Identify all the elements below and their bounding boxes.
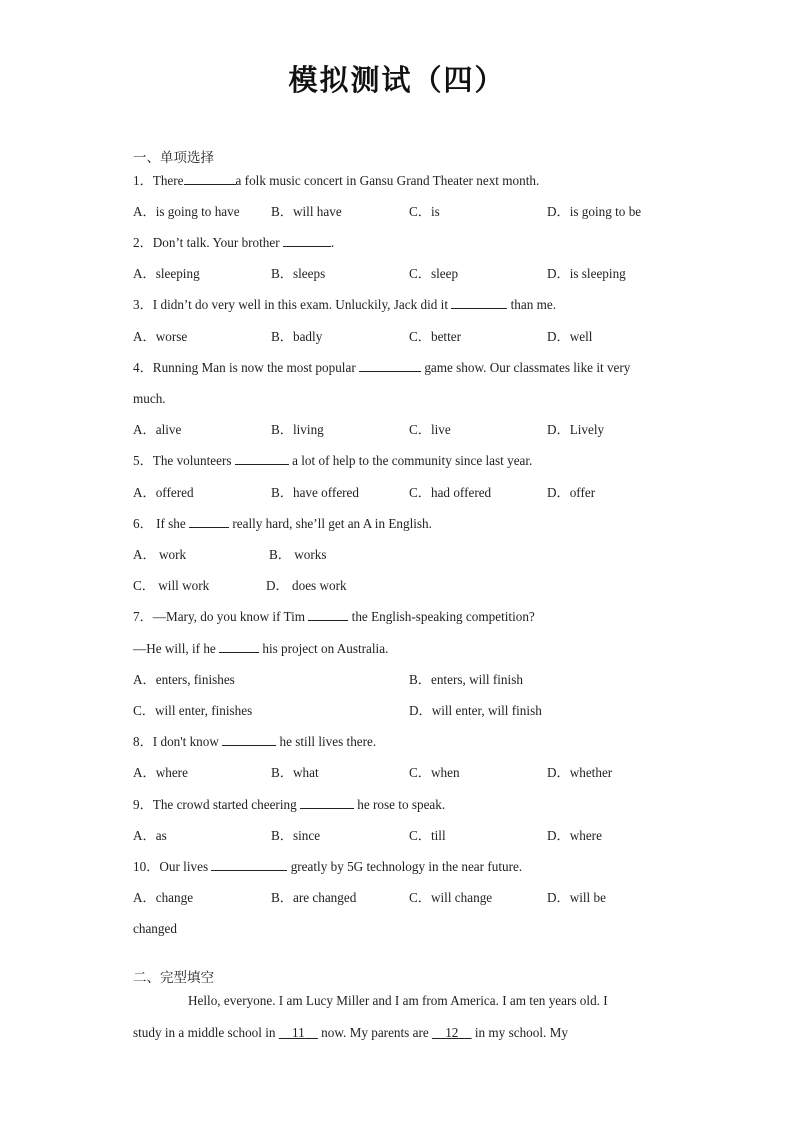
option-b: B．what bbox=[271, 765, 319, 780]
option-d: D．will enter, will finish bbox=[409, 703, 542, 718]
answer-blank bbox=[211, 858, 287, 871]
option-b: B． works bbox=[269, 547, 327, 562]
option-d-continued: changed bbox=[133, 921, 177, 936]
question-1 bbox=[133, 172, 539, 190]
question-text: the English-speaking competition? bbox=[351, 609, 535, 624]
option-b: B．sleeps bbox=[271, 266, 326, 281]
answer-blank bbox=[219, 640, 259, 653]
question-text: 4．Running Man is now the most popular bbox=[133, 360, 356, 375]
question-text: than me. bbox=[510, 297, 557, 312]
question-text: —He will, if he bbox=[133, 641, 216, 656]
passage-text: now. My parents are bbox=[321, 1025, 429, 1040]
answer-blank bbox=[184, 172, 236, 185]
question-9 bbox=[133, 796, 445, 814]
question-text: 6． If she bbox=[133, 516, 186, 531]
answer-blank bbox=[189, 515, 229, 528]
passage-line-2 bbox=[133, 1024, 568, 1042]
question-text: he rose to speak. bbox=[357, 797, 446, 812]
blank-number: 12 bbox=[445, 1025, 459, 1040]
option-b: B．living bbox=[271, 422, 324, 437]
question-7 bbox=[133, 608, 535, 626]
answer-blank bbox=[283, 234, 331, 247]
option-c: C．will enter, finishes bbox=[133, 703, 253, 718]
question-3 bbox=[133, 296, 556, 314]
option-a: A．enters, finishes bbox=[133, 672, 235, 687]
cloze-blank-11 bbox=[279, 1025, 318, 1040]
question-text: 1．There bbox=[133, 173, 184, 188]
question-text: greatly by 5G technology in the near future. bbox=[290, 859, 523, 874]
question-text: a folk music concert in Gansu Grand Theater next month. bbox=[235, 173, 540, 188]
option-a: A．alive bbox=[133, 422, 182, 437]
answer-blank bbox=[359, 359, 421, 372]
question-text: 9．The crowd started cheering bbox=[133, 797, 297, 812]
option-a: A．sleeping bbox=[133, 266, 200, 281]
option-d: D． does work bbox=[266, 578, 347, 593]
passage-text: in my school. My bbox=[474, 1025, 568, 1040]
question-4 bbox=[133, 359, 630, 377]
passage-text: study in a middle school in bbox=[133, 1025, 276, 1040]
question-text: 3．I didn’t do very well in this exam. Unluckily, Jack did it bbox=[133, 297, 448, 312]
question-text: 10．Our lives bbox=[133, 859, 209, 874]
question-text: 5．The volunteers bbox=[133, 453, 232, 468]
option-d: D．well bbox=[547, 329, 593, 344]
option-d: D．is sleeping bbox=[547, 266, 626, 281]
question-5 bbox=[133, 452, 532, 470]
section-heading-cloze: 二、完型填空 bbox=[133, 970, 214, 986]
option-b: B．will have bbox=[271, 204, 342, 219]
option-b: B．badly bbox=[271, 329, 323, 344]
blank-number: 11 bbox=[291, 1025, 305, 1040]
question-text: really hard, she’ll get an A in English. bbox=[232, 516, 432, 531]
question-text: game show. Our classmates like it very bbox=[424, 360, 631, 375]
question-text: his project on Australia. bbox=[262, 641, 389, 656]
option-a: A．where bbox=[133, 765, 188, 780]
question-7-line-2 bbox=[133, 640, 388, 658]
answer-blank bbox=[235, 452, 289, 465]
page-title: 模拟测试（四） bbox=[288, 63, 506, 97]
option-a: A．offered bbox=[133, 485, 194, 500]
option-a: A．change bbox=[133, 890, 194, 905]
question-8 bbox=[133, 733, 376, 751]
option-a: A．is going to have bbox=[133, 204, 240, 219]
option-a: A．worse bbox=[133, 329, 188, 344]
section-heading-multiple-choice: 一、单项选择 bbox=[133, 150, 214, 166]
question-4-continued: much. bbox=[133, 391, 166, 406]
option-b: B．have offered bbox=[271, 485, 360, 500]
question-6 bbox=[133, 515, 432, 533]
answer-blank bbox=[222, 733, 276, 746]
answer-blank bbox=[308, 608, 348, 621]
option-d: D．whether bbox=[547, 765, 613, 780]
question-text: 2．Don’t talk. Your brother bbox=[133, 235, 280, 250]
option-d: D．is going to be bbox=[547, 204, 642, 219]
option-b: B．enters, will finish bbox=[409, 672, 523, 687]
option-c: C．till bbox=[409, 828, 446, 843]
option-c: C．live bbox=[409, 422, 451, 437]
option-a: A．as bbox=[133, 828, 167, 843]
question-text: 7．—Mary, do you know if Tim bbox=[133, 609, 306, 624]
option-d: D．offer bbox=[547, 485, 596, 500]
cloze-blank-12 bbox=[432, 1025, 472, 1040]
option-c: C．when bbox=[409, 765, 460, 780]
question-text: 8．I don't know bbox=[133, 734, 219, 749]
option-d: D．Lively bbox=[547, 422, 605, 437]
question-text: he still lives there. bbox=[279, 734, 377, 749]
option-d: D．where bbox=[547, 828, 602, 843]
option-c: C．had offered bbox=[409, 485, 492, 500]
option-d: D．will be bbox=[547, 890, 606, 905]
question-10 bbox=[133, 858, 522, 876]
option-b: B．since bbox=[271, 828, 321, 843]
option-c: C．sleep bbox=[409, 266, 459, 281]
option-c: C． will work bbox=[133, 578, 210, 593]
option-c: C．better bbox=[409, 329, 462, 344]
option-c: C．will change bbox=[409, 890, 493, 905]
question-text: . bbox=[330, 235, 335, 250]
option-a: A． work bbox=[133, 547, 187, 562]
passage-line-1: Hello, everyone. I am Lucy Miller and I am from America. I am ten years old. I bbox=[188, 993, 608, 1008]
option-b: B．are changed bbox=[271, 890, 357, 905]
answer-blank bbox=[451, 296, 507, 309]
question-text: a lot of help to the community since last year. bbox=[292, 453, 533, 468]
answer-blank bbox=[300, 796, 354, 809]
question-2 bbox=[133, 234, 334, 252]
option-c: C．is bbox=[409, 204, 440, 219]
